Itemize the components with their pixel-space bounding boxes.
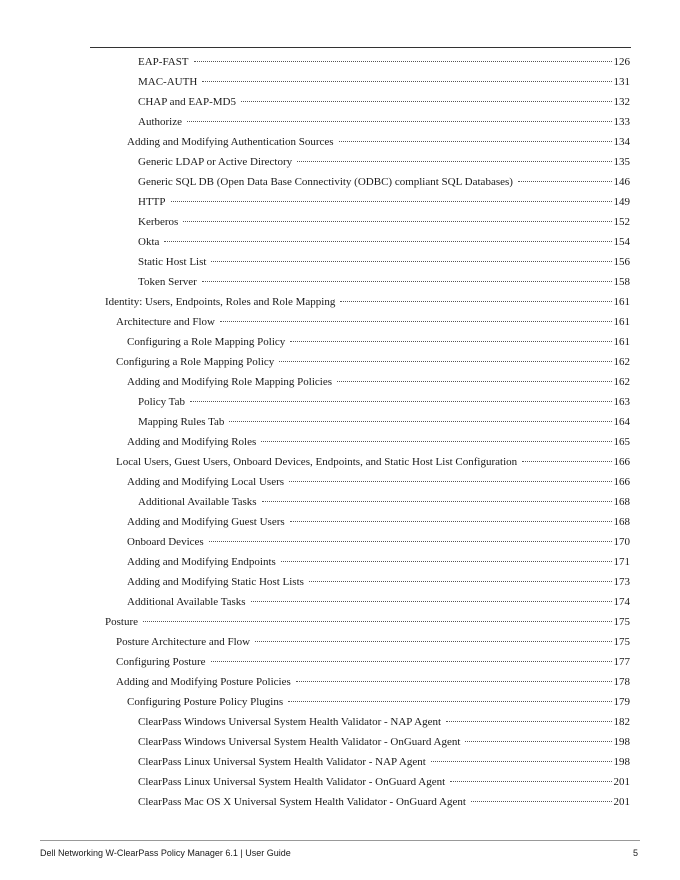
toc-dot-leader [220,321,612,322]
toc-entry-title: Static Host List [138,256,207,268]
toc-dot-leader [290,341,611,342]
toc-dot-leader [518,181,612,182]
toc-dot-leader [262,501,612,502]
toc-entry-page: 201 [613,776,630,788]
toc-entry-title: Adding and Modifying Roles [127,436,257,448]
toc-entry-page: 162 [613,376,630,388]
toc-dot-leader [143,621,612,622]
toc-entry-title: ClearPass Linux Universal System Health Validator - OnGuard Agent [138,776,446,788]
toc-entry[interactable] [0,252,630,272]
toc-dot-leader [289,481,611,482]
toc-entry-title: ClearPass Linux Universal System Health Validator - NAP Agent [138,756,426,768]
toc-entry[interactable] [0,332,630,352]
toc-entry-page: 168 [613,496,630,508]
toc-entry-title: Generic SQL DB (Open Data Base Connectivity (ODBC) compliant SQL Databases) [138,176,513,188]
toc-dot-leader [164,241,611,242]
toc-entry[interactable] [0,352,630,372]
toc-dot-leader [187,121,612,122]
toc-entry-page: 174 [613,596,630,608]
toc-entry-title: Okta [138,236,160,248]
toc-entry-page: 161 [613,336,630,348]
toc-entry-page: 175 [613,616,630,628]
toc-entry[interactable] [0,372,630,392]
toc-dot-leader [261,441,611,442]
toc-entry[interactable] [0,392,630,412]
toc-entry-page: 177 [613,656,630,668]
toc-entry[interactable] [0,152,630,172]
table-of-contents [0,52,680,812]
toc-entry-title: EAP-FAST [138,56,189,68]
toc-entry-page: 201 [613,796,630,808]
toc-dot-leader [229,421,611,422]
toc-dot-leader [251,601,612,602]
toc-entry-title: Configuring a Role Mapping Policy [127,336,286,348]
toc-entry-title: Generic LDAP or Active Directory [138,156,293,168]
toc-entry-page: 161 [613,296,630,308]
toc-entry-title: Configuring a Role Mapping Policy [116,356,275,368]
toc-entry[interactable] [0,592,630,612]
toc-entry-page: 166 [613,476,630,488]
toc-dot-leader [288,701,611,702]
toc-entry[interactable] [0,132,630,152]
toc-dot-leader [211,261,611,262]
toc-entry-title: Adding and Modifying Role Mapping Policies [127,376,333,388]
toc-entry-title: HTTP [138,196,166,208]
toc-entry-page: 166 [613,456,630,468]
toc-dot-leader [194,61,612,62]
toc-entry-page: 182 [613,716,630,728]
toc-dot-leader [431,761,612,762]
toc-entry-page: 146 [613,176,630,188]
toc-dot-leader [209,541,612,542]
toc-entry-title: Configuring Posture [116,656,206,668]
toc-dot-leader [202,281,612,282]
toc-entry[interactable] [0,672,630,692]
toc-entry-page: 173 [613,576,630,588]
toc-entry[interactable] [0,92,630,112]
toc-entry[interactable] [0,192,630,212]
toc-dot-leader [279,361,611,362]
toc-entry-title: Onboard Devices [127,536,204,548]
toc-dot-leader [522,461,611,462]
toc-entry[interactable] [0,512,630,532]
toc-entry-page: 154 [613,236,630,248]
toc-dot-leader [446,721,611,722]
toc-entry[interactable] [0,632,630,652]
toc-entry[interactable] [0,52,630,72]
toc-entry[interactable] [0,792,630,812]
toc-entry-title: Adding and Modifying Local Users [127,476,285,488]
toc-entry-title: Configuring Posture Policy Plugins [127,696,284,708]
toc-entry-page: 158 [613,276,630,288]
toc-entry-title: CHAP and EAP-MD5 [138,96,236,108]
toc-entry-page: 161 [613,316,630,328]
toc-entry-page: 149 [613,196,630,208]
toc-entry-page: 164 [613,416,630,428]
toc-entry[interactable] [0,452,630,472]
toc-entry[interactable] [0,312,630,332]
toc-entry[interactable] [0,412,630,432]
toc-dot-leader [340,301,611,302]
toc-entry-title: Mapping Rules Tab [138,416,225,428]
toc-entry-title: ClearPass Windows Universal System Health Validator - OnGuard Agent [138,736,461,748]
toc-dot-leader [183,221,611,222]
toc-dot-leader [171,201,612,202]
toc-entry-page: 152 [613,216,630,228]
toc-entry[interactable] [0,292,630,312]
toc-entry[interactable] [0,552,630,572]
toc-entry-page: 171 [613,556,630,568]
toc-entry[interactable] [0,432,630,452]
toc-entry[interactable] [0,752,630,772]
toc-entry-title: Architecture and Flow [116,316,215,328]
toc-dot-leader [471,801,612,802]
toc-entry-page: 165 [613,436,630,448]
toc-entry[interactable] [0,72,630,92]
toc-entry-title: Adding and Modifying Endpoints [127,556,276,568]
toc-dot-leader [202,81,611,82]
toc-entry-page: 134 [613,136,630,148]
toc-dot-leader [290,521,612,522]
toc-entry-title: Additional Available Tasks [127,596,246,608]
toc-entry-page: 198 [613,756,630,768]
toc-entry-page: 179 [613,696,630,708]
toc-entry-page: 156 [613,256,630,268]
toc-entry[interactable] [0,652,630,672]
toc-entry[interactable] [0,112,630,132]
toc-entry-title: ClearPass Windows Universal System Health Validator - NAP Agent [138,716,442,728]
toc-entry-page: 126 [613,56,630,68]
toc-dot-leader [309,581,612,582]
toc-dot-leader [450,781,611,782]
toc-entry[interactable] [0,772,630,792]
toc-dot-leader [465,741,611,742]
toc-entry-page: 170 [613,536,630,548]
toc-entry-page: 198 [613,736,630,748]
toc-entry-title: Identity: Users, Endpoints, Roles and Role Mapping [105,296,336,308]
toc-entry[interactable] [0,472,630,492]
toc-dot-leader [297,161,611,162]
toc-dot-leader [281,561,612,562]
toc-entry-page: 168 [613,516,630,528]
toc-dot-leader [339,141,612,142]
toc-entry-page: 163 [613,396,630,408]
toc-entry[interactable] [0,712,630,732]
toc-dot-leader [211,661,612,662]
toc-entry-title: Policy Tab [138,396,185,408]
toc-entry-page: 131 [613,76,630,88]
toc-dot-leader [255,641,611,642]
toc-dot-leader [241,101,612,102]
footer-rule [40,840,640,841]
footer-title: Dell Networking W-ClearPass Policy Manager 6.1 | User Guide [40,848,291,858]
toc-dot-leader [190,401,612,402]
toc-entry-title: Additional Available Tasks [138,496,257,508]
toc-entry-title: Posture Architecture and Flow [116,636,251,648]
toc-entry-page: 132 [613,96,630,108]
toc-entry[interactable] [0,272,630,292]
toc-entry[interactable] [0,492,630,512]
toc-entry-page: 162 [613,356,630,368]
toc-entry[interactable] [0,572,630,592]
toc-entry-page: 135 [613,156,630,168]
toc-entry-title: MAC-AUTH [138,76,198,88]
toc-entry-title: Authorize [138,116,182,128]
toc-entry[interactable] [0,692,630,712]
toc-entry-title: Kerberos [138,216,179,228]
toc-entry-title: Adding and Modifying Authentication Sources [127,136,334,148]
toc-entry[interactable] [0,232,630,252]
toc-entry-page: 178 [613,676,630,688]
toc-entry[interactable] [0,532,630,552]
toc-entry[interactable] [0,172,630,192]
header-rule [90,47,631,48]
toc-dot-leader [296,681,612,682]
toc-entry[interactable] [0,612,630,632]
toc-entry-title: Adding and Modifying Static Host Lists [127,576,304,588]
footer-page-number: 5 [632,848,638,858]
toc-entry-title: ClearPass Mac OS X Universal System Health Validator - OnGuard Agent [138,796,466,808]
toc-entry[interactable] [0,732,630,752]
toc-entry-title: Adding and Modifying Guest Users [127,516,285,528]
toc-entry-title: Adding and Modifying Posture Policies [116,676,291,688]
toc-entry-title: Token Server [138,276,197,288]
toc-entry-page: 133 [613,116,630,128]
toc-entry-page: 175 [613,636,630,648]
toc-entry-title: Posture [105,616,138,628]
toc-entry-title: Local Users, Guest Users, Onboard Devices, Endpoints, and Static Host List Configuration [116,456,518,468]
toc-entry[interactable] [0,212,630,232]
toc-dot-leader [337,381,611,382]
